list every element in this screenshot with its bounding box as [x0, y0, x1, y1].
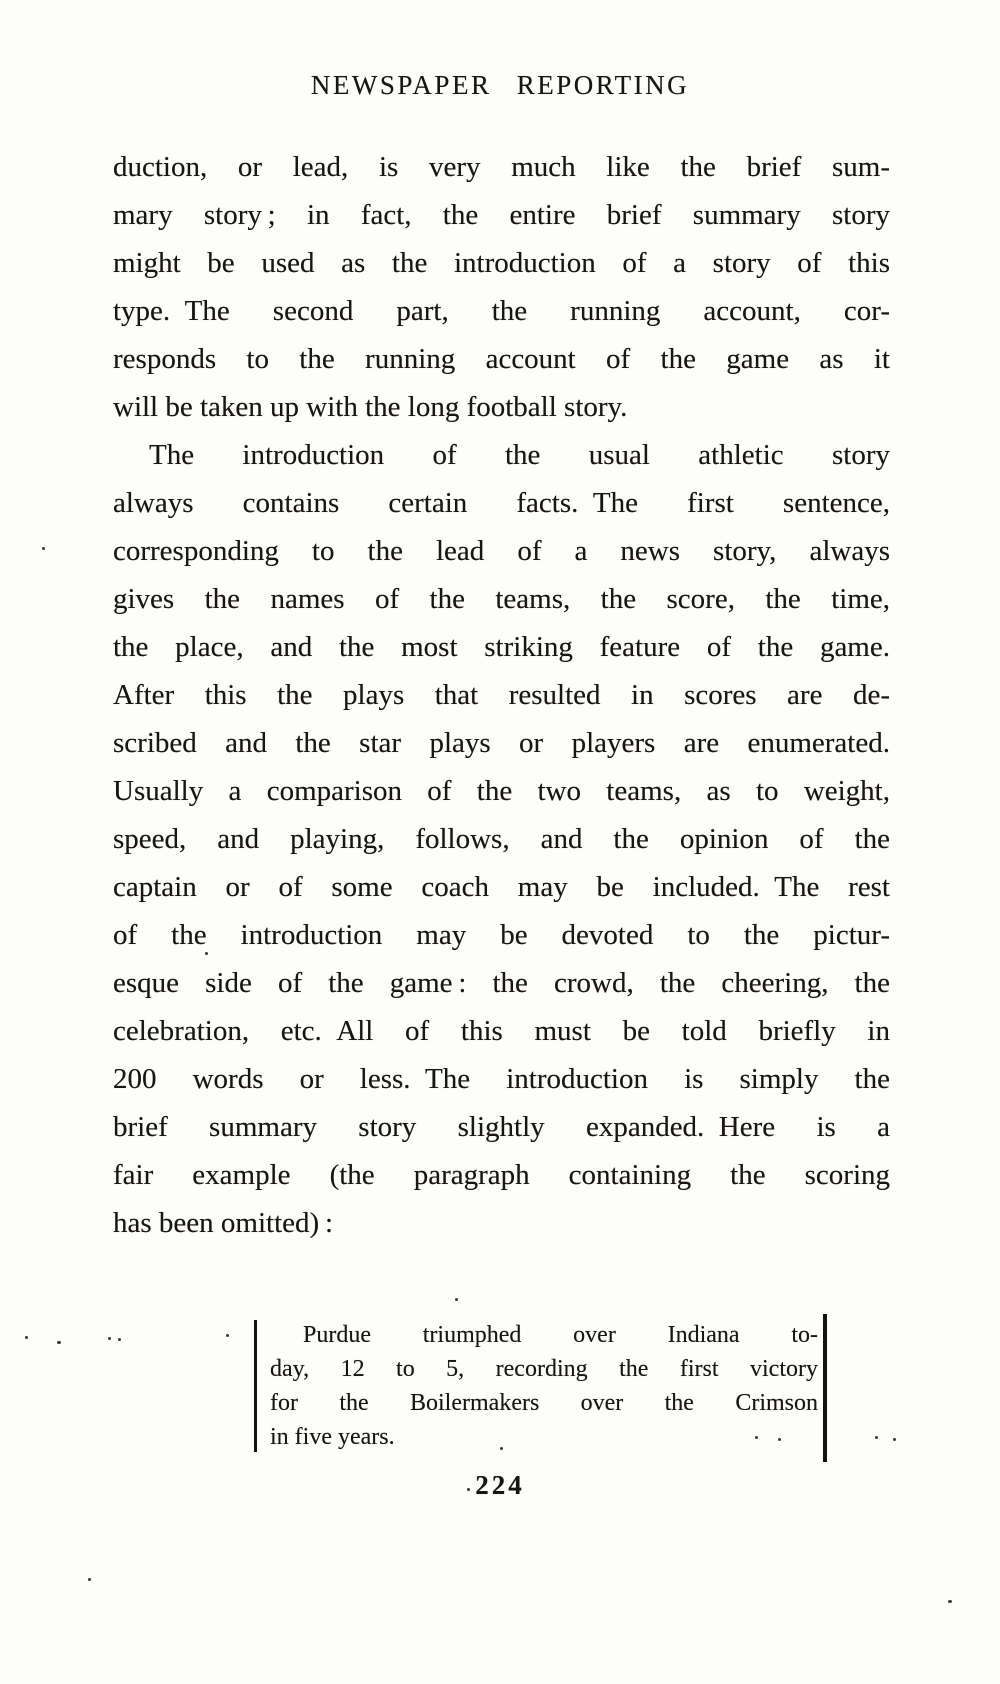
text-line: The introduction of the usual athletic story — [149, 439, 890, 471]
text-line: might be used as the introduction of a story of this — [113, 247, 890, 279]
page-number: 224 — [475, 1470, 525, 1500]
text-line: After this the plays that resulted in scores are de- — [113, 679, 890, 711]
scan-speck — [57, 1341, 61, 1344]
paragraph — [113, 431, 890, 1247]
scan-speck — [205, 952, 208, 955]
quote-left-rule — [254, 1320, 257, 1452]
scan-speck — [500, 1447, 503, 1450]
text-line: type. The second part, the running account, cor- — [113, 295, 890, 327]
scan-speck — [118, 1338, 121, 1341]
text-line: speed, and playing, follows, and the opinion of the — [113, 823, 890, 855]
text-line: will be taken up with the long football story. — [113, 391, 628, 423]
text-line: of the introduction may be devoted to the pictur- — [113, 919, 890, 951]
scan-speck — [893, 1438, 896, 1441]
text-line: corresponding to the lead of a news story, always — [113, 535, 890, 567]
text-line: celebration, etc. All of this must be told briefly in — [113, 1015, 890, 1047]
text-line: Purdue triumphed over Indiana to- — [303, 1322, 818, 1348]
text-line: the place, and the most striking feature of the game. — [113, 631, 890, 663]
text-line: for the Boilermakers over the Crimson — [270, 1390, 818, 1416]
text-line: fair example (the paragraph containing the scoring — [113, 1159, 890, 1191]
scan-speck — [226, 1334, 229, 1337]
text-line: captain or of some coach may be included. The rest — [113, 871, 890, 903]
scan-speck — [948, 1600, 952, 1603]
scan-speck — [88, 1578, 91, 1581]
text-line: gives the names of the teams, the score, the time, — [113, 583, 890, 615]
text-line: in five years. — [270, 1424, 395, 1450]
text-line: Usually a comparison of the two teams, as to weight, — [113, 775, 890, 807]
scan-speck — [778, 1438, 781, 1441]
scan-speck — [108, 1337, 111, 1340]
scan-speck — [467, 1488, 470, 1491]
running-head: NEWSPAPER REPORTING — [310, 70, 690, 100]
text-line: day, 12 to 5, recording the first victory — [270, 1356, 818, 1382]
text-line: scribed and the star plays or players are enumerated. — [113, 727, 890, 759]
text-line: brief summary story slightly expanded. Here is a — [113, 1111, 890, 1143]
paragraph — [113, 143, 890, 431]
quote-right-rule — [823, 1314, 827, 1462]
block-quote — [270, 1318, 818, 1454]
text-line: duction, or lead, is very much like the brief sum- — [113, 151, 890, 183]
text-line: mary story ; in fact, the entire brief summary story — [113, 199, 890, 231]
body-text — [113, 143, 890, 1247]
scan-speck — [875, 1436, 878, 1439]
text-line: responds to the running account of the game as it — [113, 343, 890, 375]
scan-speck — [25, 1336, 28, 1339]
scan-speck — [455, 1298, 458, 1301]
scan-speck — [755, 1436, 758, 1439]
text-line: esque side of the game : the crowd, the cheering, the — [113, 967, 890, 999]
text-line: always contains certain facts. The first sentence, — [113, 487, 890, 519]
scan-speck — [42, 547, 45, 550]
text-line: 200 words or less. The introduction is simply the — [113, 1063, 890, 1095]
text-line: has been omitted) : — [113, 1207, 334, 1239]
